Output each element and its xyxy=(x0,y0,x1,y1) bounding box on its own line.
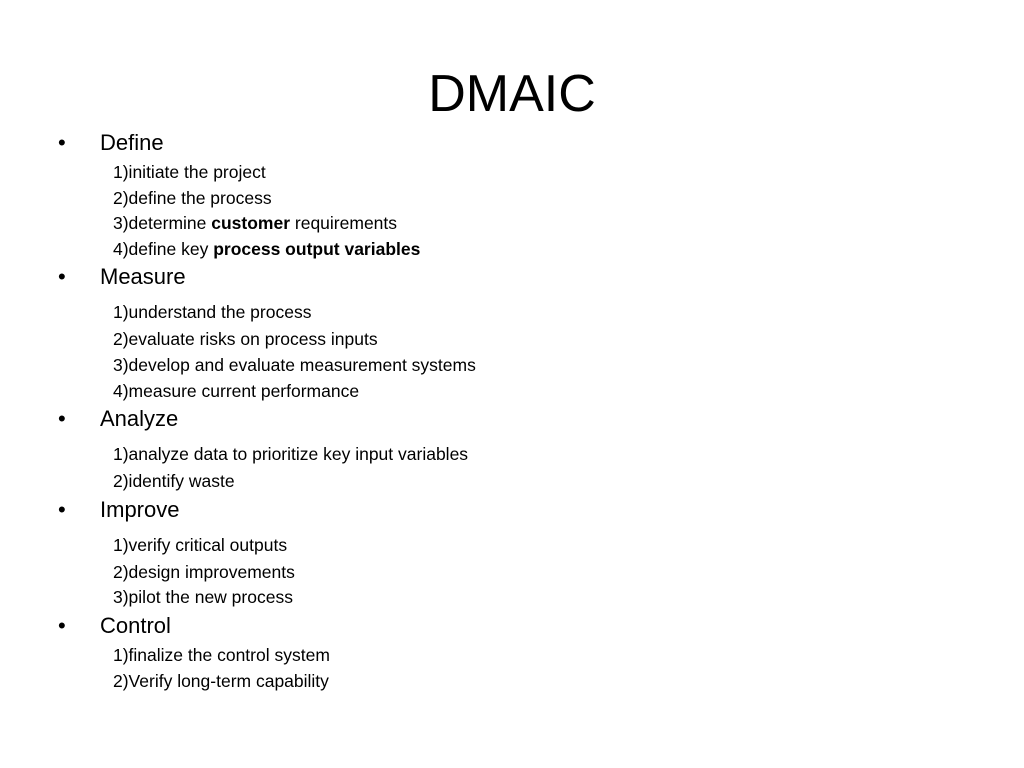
list-item: 3)develop and evaluate measurement systems xyxy=(113,355,476,375)
section-heading: Improve xyxy=(100,497,180,522)
section-analyze xyxy=(58,404,958,434)
list-item: 4)define key process output variables xyxy=(113,239,421,259)
list-item: 1)initiate the project xyxy=(113,162,266,182)
bullet-dot: • xyxy=(58,497,66,522)
list-item: 2)Verify long-term capability xyxy=(113,671,329,691)
list-item: 1)finalize the control system xyxy=(113,645,330,665)
list-item: 1)analyze data to prioritize key input variables xyxy=(113,444,469,464)
bullet-dot: • xyxy=(58,613,66,638)
list-item: 2)define the process xyxy=(113,188,272,208)
slide-content xyxy=(58,0,998,768)
section-heading: Control xyxy=(100,613,171,638)
list-item: 2)design improvements xyxy=(113,562,295,582)
section-improve xyxy=(58,495,958,525)
section-heading: Measure xyxy=(100,264,186,289)
section-heading: Define xyxy=(100,130,164,155)
emphasis-text: process output variables xyxy=(213,239,421,259)
section-measure xyxy=(58,262,958,292)
list-item: 3)determine customer requirements xyxy=(113,213,398,233)
section-heading: Analyze xyxy=(100,406,179,431)
bullet-dot: • xyxy=(58,130,66,155)
slide-title: DMAIC xyxy=(428,65,596,123)
list-item: 4)measure current performance xyxy=(113,381,360,401)
list-item: 1)understand the process xyxy=(113,302,312,322)
emphasis-text: customer xyxy=(211,213,291,233)
list-item: 3)pilot the new process xyxy=(113,587,293,607)
list-item: 2)identify waste xyxy=(113,471,235,491)
section-control xyxy=(58,611,958,641)
section-define xyxy=(58,128,958,158)
bullet-dot: • xyxy=(58,406,66,431)
bullet-dot: • xyxy=(58,264,66,289)
list-item: 2)evaluate risks on process inputs xyxy=(113,329,378,349)
list-item: 1)verify critical outputs xyxy=(113,535,288,555)
